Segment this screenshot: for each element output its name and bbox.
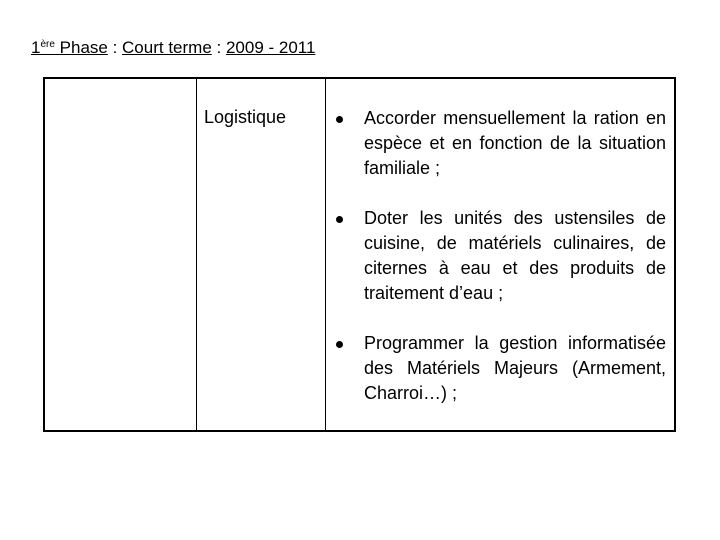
- heading-separator-2: :: [211, 38, 226, 57]
- action-list: [326, 106, 666, 431]
- bullet-icon: [336, 216, 343, 223]
- list-item: Doter les unités des ustensiles de cuisine, de matériels culinaires, de citernes à eau et des produits de traitement d’eau ;: [326, 206, 666, 306]
- phase-heading: [31, 38, 315, 58]
- heading-years: 2009 - 2011: [225, 38, 316, 57]
- heading-separator: :: [107, 38, 123, 57]
- heading-term: Court terme: [122, 38, 212, 57]
- list-item: Programmer la gestion informatisée des Matériels Majeurs (Armement, Charroi…) ;: [326, 331, 666, 406]
- bullet-icon: [336, 341, 343, 348]
- category-label: Logistique: [204, 107, 287, 127]
- bullet-icon: [336, 116, 343, 123]
- actions-column: [326, 79, 674, 430]
- empty-column: [45, 79, 197, 430]
- phase-table: [43, 77, 676, 432]
- heading-ordinal: 1ère Phase: [31, 38, 108, 57]
- list-item: Accorder mensuellement la ration en espèce et en fonction de la situation familiale ;: [326, 106, 666, 181]
- category-column: [197, 79, 326, 430]
